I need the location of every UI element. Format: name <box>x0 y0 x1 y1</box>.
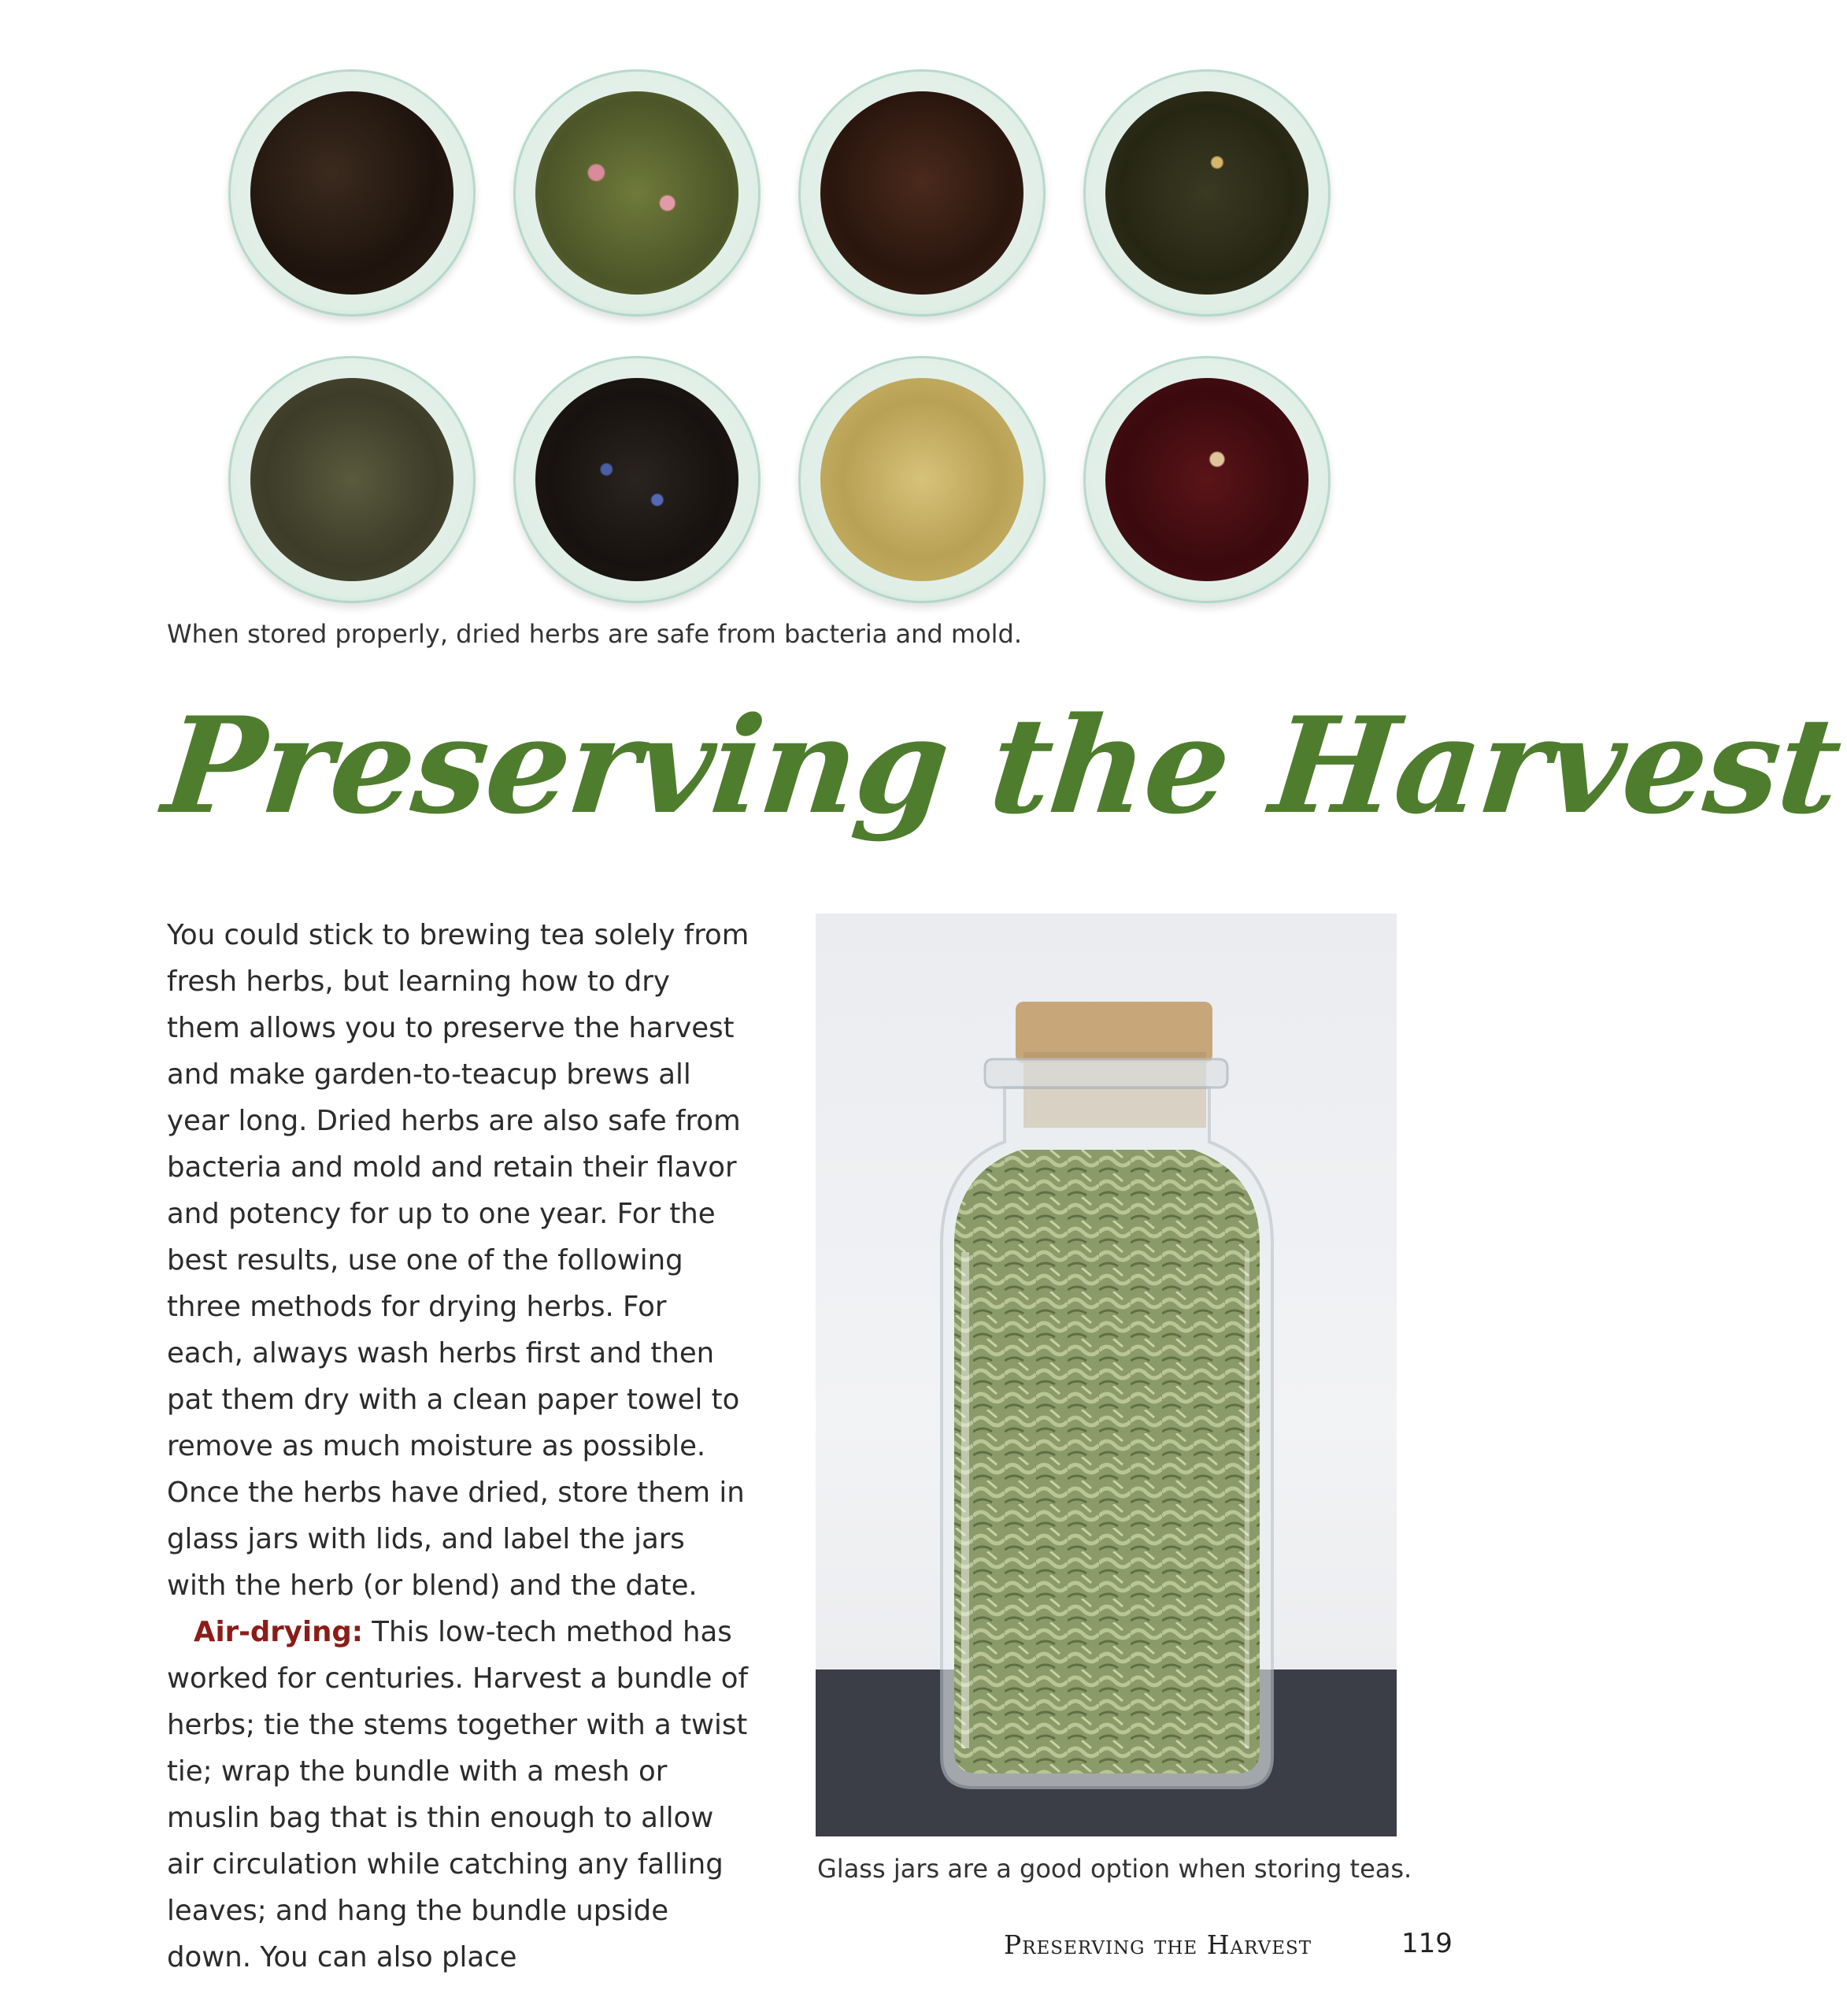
air-drying-text: This low-tech method has worked for centuries. Harvest a bundle of herbs; tie the stems together with a twist tie; wrap the bundle with a mesh or muslin bag that is thin enough to allow air circulation while catching any falling leaves; and hang the bundle upside down. You can also place <box>167 1616 748 1973</box>
tea-bowl-green-rose-tea <box>513 69 761 317</box>
tea-bowl-jasmine-tea <box>1083 69 1331 317</box>
jar-caption: Glass jars are a good option when storing teas. <box>817 1854 1412 1884</box>
tea-bowl-chamomile <box>798 356 1046 603</box>
tea-bowl-black-tea <box>228 69 476 317</box>
jar-illustration <box>816 914 1397 1836</box>
tea-bowl-gunpowder-tea <box>228 356 476 603</box>
running-title: Preserving the Harvest <box>1004 1929 1312 1960</box>
article-body <box>167 912 750 1981</box>
page-number: 119 <box>1401 1928 1453 1959</box>
tea-bowl-rooibos-tea <box>798 69 1046 317</box>
tea-bowls-photo <box>0 0 1568 614</box>
tea-bowl-hibiscus <box>1083 356 1331 603</box>
jar-photo <box>816 914 1397 1836</box>
air-drying-term: Air-drying: <box>194 1616 363 1648</box>
air-drying-paragraph <box>167 1609 750 1981</box>
tea-bowls-caption: When stored properly, dried herbs are safe from bacteria and mold. <box>167 619 1023 649</box>
tea-bowl-earl-grey-tea <box>513 356 761 603</box>
page-title: Preserving the Harvest <box>157 687 1847 843</box>
intro-paragraph: You could stick to brewing tea solely from fresh herbs, but learning how to dry them allows you to preserve the harvest and make garden-to-teacup brews all year long. Dried herbs are also safe from bacteria and mold and retain their flavor and potency for up to one year. For the best results, use one of the following three methods for drying herbs. For each, always wash herbs first and then pat them dry with a clean paper towel to remove as much moisture as possible. Once the herbs have dried, store them in glass jars with lids, and label the jars with the herb (or blend) and the date. <box>167 919 750 1602</box>
